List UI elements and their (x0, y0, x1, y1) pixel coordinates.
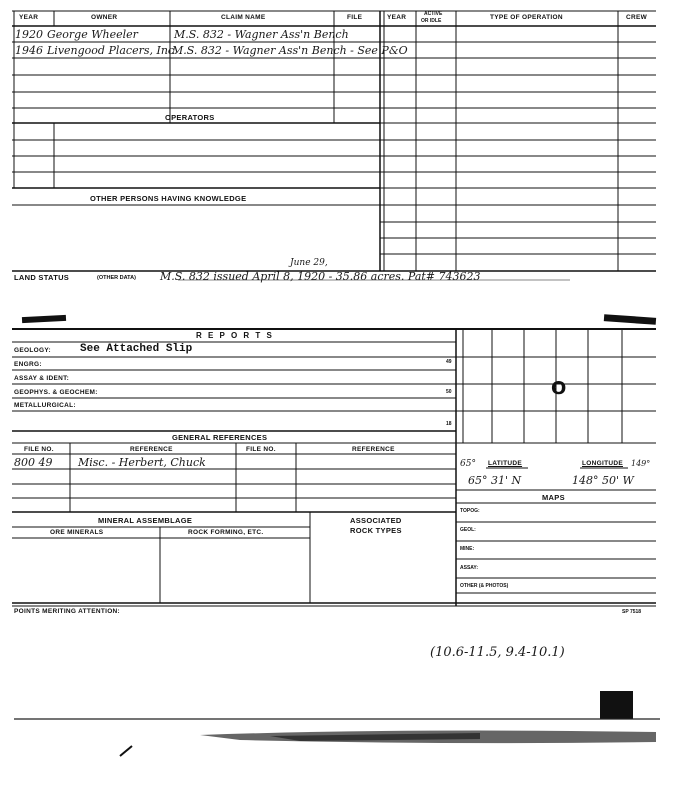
marker-18: 18 (446, 421, 452, 427)
reports-title: R E P O R T S (196, 331, 274, 340)
metallurgical-label: METALLURGICAL: (14, 402, 76, 409)
assay-map-label: ASSAY: (460, 565, 479, 571)
rock-forming-header: ROCK FORMING, ETC. (188, 529, 264, 536)
col-active-header: ACTIVE (424, 11, 443, 17)
land-status-label: LAND STATUS (14, 273, 70, 282)
engrg-label: ENGRG: (14, 361, 42, 368)
gr-col-reference: REFERENCE (130, 446, 173, 453)
latitude-label: LATITUDE (488, 460, 523, 467)
mineral-assemblage-title: MINERAL ASSEMBLAGE (98, 516, 193, 525)
owner-row-2-claim: M.S. 832 - Wagner Ass'n Bench - See P&O (172, 44, 408, 57)
gr-col-file-no: FILE NO. (24, 446, 54, 453)
geol-label: GEOL: (460, 527, 476, 533)
geology-value: See Attached Slip (80, 343, 193, 355)
gr-row-reference: Misc. - Herbert, Chuck (78, 456, 206, 469)
other-persons-heading: OTHER PERSONS HAVING KNOWLEDGE (90, 194, 247, 203)
col-file-header: FILE (347, 14, 363, 21)
latitude-value: 65° 31' N (468, 474, 522, 487)
general-references-title: GENERAL REFERENCES (172, 433, 268, 442)
marker-50: 50 (446, 389, 452, 395)
ore-minerals-header: ORE MINERALS (50, 529, 104, 536)
col-claim-name-header: CLAIM NAME (221, 14, 266, 21)
assay-ident-label: ASSAY & IDENT: (14, 375, 70, 382)
gr-col-file-no-2: FILE NO. (246, 446, 276, 453)
owner-row-1-owner: George Wheeler (47, 28, 138, 41)
points-meriting-label: POINTS MERITING ATTENTION: (14, 608, 121, 615)
longitude-label: LONGITUDE (582, 460, 623, 467)
owner-row-1-claim: M.S. 832 - Wagner Ass'n Bench (174, 28, 349, 41)
col-crew-header: CREW (626, 14, 648, 21)
longitude-value: 148° 50' W (572, 474, 634, 487)
geology-label: GEOLOGY: (14, 347, 51, 354)
associated-header: ASSOCIATED (350, 516, 402, 525)
coords-note: (10.6-11.5, 9.4-10.1) (430, 645, 565, 660)
geophys-label: GEOPHYS. & GEOCHEM: (14, 389, 98, 396)
col-type-of-operation-header: TYPE OF OPERATION (490, 14, 563, 21)
operators-heading: OPERATORS (165, 113, 215, 122)
land-status-text: M.S. 832 issued April 8, 1920 - 35.86 acres. Pat# 743623 (160, 270, 481, 283)
land-status-sublabel: (OTHER DATA) (97, 275, 136, 281)
marker-49: 49 (446, 359, 452, 365)
form-number: SP 7518 (622, 609, 642, 615)
col-year2-header: YEAR (387, 14, 407, 21)
map-grid-mark: O (551, 378, 567, 399)
owner-row-1-year: 1920 (15, 28, 43, 41)
maps-title: MAPS (542, 493, 565, 502)
other-photos-label: OTHER (& PHOTOS) (460, 583, 509, 589)
lat-prefix: 65° (460, 459, 476, 469)
col-owner-header: OWNER (91, 14, 118, 21)
land-status-insert: June 29, (290, 258, 328, 268)
lon-suffix: 149° (631, 459, 651, 468)
owner-row-2-owner: Livengood Placers, Inc. (47, 44, 178, 57)
gr-col-reference-2: REFERENCE (352, 446, 395, 453)
topog-label: TOPOG: (460, 508, 480, 514)
owner-row-2-year: 1946 (15, 44, 43, 57)
col-idle-header: OR IDLE (421, 18, 442, 24)
gr-row-file: 800 49 (14, 456, 53, 469)
rock-types-header: ROCK TYPES (350, 526, 402, 535)
col-year-header: YEAR (19, 14, 39, 21)
mine-label: MINE: (460, 546, 475, 552)
